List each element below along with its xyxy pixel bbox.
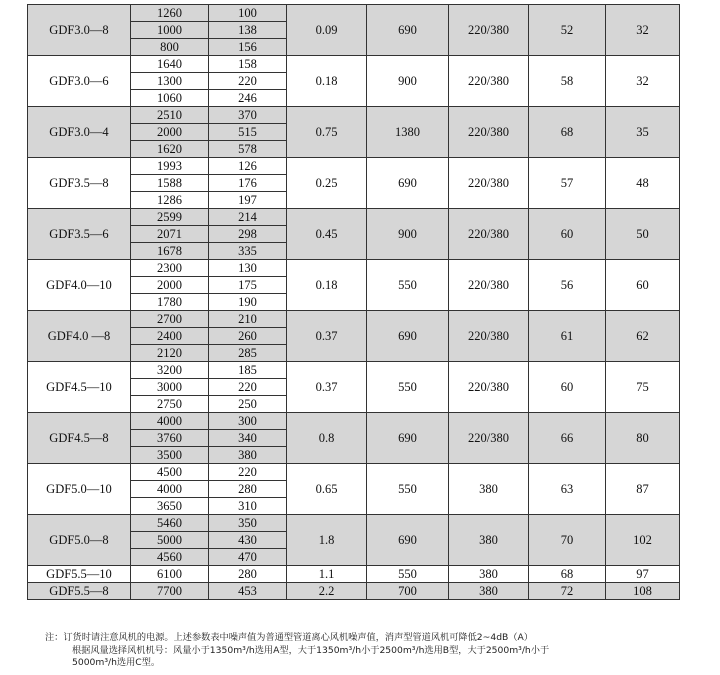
speed-cell: 1380 xyxy=(367,107,449,158)
table-row xyxy=(28,260,680,277)
model-cell: GDF4.0—10 xyxy=(28,260,131,311)
airflow-cell: 1060 xyxy=(131,90,209,107)
airflow-cell: 6100 xyxy=(131,566,209,583)
model-cell: GDF5.0—10 xyxy=(28,464,131,515)
pressure-cell: 260 xyxy=(209,328,287,345)
model-cell: GDF5.5—8 xyxy=(28,583,131,600)
pressure-cell: 578 xyxy=(209,141,287,158)
table-row xyxy=(28,583,680,600)
noise-cell: 58 xyxy=(529,56,606,107)
speed-cell: 690 xyxy=(367,5,449,56)
pressure-cell: 175 xyxy=(209,277,287,294)
airflow-cell: 1300 xyxy=(131,73,209,90)
pressure-cell: 100 xyxy=(209,5,287,22)
table-row xyxy=(28,515,680,532)
power-cell: 0.09 xyxy=(287,5,367,56)
power-cell: 0.8 xyxy=(287,413,367,464)
noise-cell: 66 xyxy=(529,413,606,464)
footnote xyxy=(45,632,695,670)
noise-cell: 70 xyxy=(529,515,606,566)
airflow-cell: 5000 xyxy=(131,532,209,549)
pressure-cell: 246 xyxy=(209,90,287,107)
pressure-cell: 156 xyxy=(209,39,287,56)
airflow-cell: 3500 xyxy=(131,447,209,464)
pressure-cell: 380 xyxy=(209,447,287,464)
airflow-cell: 2071 xyxy=(131,226,209,243)
table-row xyxy=(28,566,680,583)
table-row xyxy=(28,362,680,379)
speed-cell: 690 xyxy=(367,413,449,464)
speed-cell: 690 xyxy=(367,158,449,209)
power-cell: 0.25 xyxy=(287,158,367,209)
weight-cell: 32 xyxy=(606,56,680,107)
speed-cell: 550 xyxy=(367,362,449,413)
noise-cell: 63 xyxy=(529,464,606,515)
model-cell: GDF5.5—10 xyxy=(28,566,131,583)
weight-cell: 75 xyxy=(606,362,680,413)
noise-cell: 60 xyxy=(529,209,606,260)
pressure-cell: 185 xyxy=(209,362,287,379)
table-row xyxy=(28,209,680,226)
weight-cell: 35 xyxy=(606,107,680,158)
airflow-cell: 3200 xyxy=(131,362,209,379)
weight-cell: 62 xyxy=(606,311,680,362)
model-cell: GDF3.5—6 xyxy=(28,209,131,260)
voltage-cell: 220/380 xyxy=(449,5,529,56)
airflow-cell: 3650 xyxy=(131,498,209,515)
noise-cell: 57 xyxy=(529,158,606,209)
table-row xyxy=(28,413,680,430)
noise-cell: 72 xyxy=(529,583,606,600)
pressure-cell: 190 xyxy=(209,294,287,311)
pressure-cell: 130 xyxy=(209,260,287,277)
pressure-cell: 250 xyxy=(209,396,287,413)
airflow-cell: 1620 xyxy=(131,141,209,158)
airflow-cell: 800 xyxy=(131,39,209,56)
airflow-cell: 1000 xyxy=(131,22,209,39)
pressure-cell: 335 xyxy=(209,243,287,260)
power-cell: 0.37 xyxy=(287,311,367,362)
model-cell: GDF3.0—4 xyxy=(28,107,131,158)
power-cell: 0.18 xyxy=(287,56,367,107)
pressure-cell: 220 xyxy=(209,379,287,396)
noise-cell: 68 xyxy=(529,566,606,583)
airflow-cell: 2000 xyxy=(131,124,209,141)
noise-cell: 52 xyxy=(529,5,606,56)
speed-cell: 550 xyxy=(367,566,449,583)
airflow-cell: 1588 xyxy=(131,175,209,192)
speed-cell: 690 xyxy=(367,311,449,362)
pressure-cell: 158 xyxy=(209,56,287,73)
table-row xyxy=(28,107,680,124)
airflow-cell: 1640 xyxy=(131,56,209,73)
pressure-cell: 280 xyxy=(209,481,287,498)
pressure-cell: 370 xyxy=(209,107,287,124)
weight-cell: 108 xyxy=(606,583,680,600)
noise-cell: 56 xyxy=(529,260,606,311)
weight-cell: 97 xyxy=(606,566,680,583)
voltage-cell: 220/380 xyxy=(449,209,529,260)
airflow-cell: 4500 xyxy=(131,464,209,481)
pressure-cell: 220 xyxy=(209,464,287,481)
power-cell: 0.75 xyxy=(287,107,367,158)
speed-cell: 900 xyxy=(367,56,449,107)
footnote-line-1: 注：订货时请注意风机的电源。上述参数表中噪声值为普通型管道离心风机噪声值，消声型管道风机可降低2~4dB（A） xyxy=(45,632,533,643)
speed-cell: 550 xyxy=(367,260,449,311)
speed-cell: 690 xyxy=(367,515,449,566)
airflow-cell: 2120 xyxy=(131,345,209,362)
pressure-cell: 210 xyxy=(209,311,287,328)
airflow-cell: 3760 xyxy=(131,430,209,447)
weight-cell: 87 xyxy=(606,464,680,515)
pressure-cell: 350 xyxy=(209,515,287,532)
pressure-cell: 310 xyxy=(209,498,287,515)
airflow-cell: 4560 xyxy=(131,549,209,566)
voltage-cell: 220/380 xyxy=(449,158,529,209)
airflow-cell: 2599 xyxy=(131,209,209,226)
weight-cell: 102 xyxy=(606,515,680,566)
airflow-cell: 2510 xyxy=(131,107,209,124)
noise-cell: 60 xyxy=(529,362,606,413)
airflow-cell: 7700 xyxy=(131,583,209,600)
table-row xyxy=(28,158,680,175)
airflow-cell: 3000 xyxy=(131,379,209,396)
pressure-cell: 214 xyxy=(209,209,287,226)
table-row xyxy=(28,464,680,481)
speed-cell: 550 xyxy=(367,464,449,515)
model-cell: GDF3.5—8 xyxy=(28,158,131,209)
voltage-cell: 220/380 xyxy=(449,362,529,413)
footnote-line-2: 根据风量选择风机机号：风量小于1350m³/h选用A型，大于1350m³/h小于2500m³/h选用B型，大于2500m³/h小于 xyxy=(72,644,550,656)
model-cell: GDF5.0—8 xyxy=(28,515,131,566)
airflow-cell: 2700 xyxy=(131,311,209,328)
voltage-cell: 220/380 xyxy=(449,260,529,311)
airflow-cell: 1286 xyxy=(131,192,209,209)
pressure-cell: 470 xyxy=(209,549,287,566)
pressure-cell: 176 xyxy=(209,175,287,192)
weight-cell: 80 xyxy=(606,413,680,464)
pressure-cell: 285 xyxy=(209,345,287,362)
pressure-cell: 515 xyxy=(209,124,287,141)
weight-cell: 60 xyxy=(606,260,680,311)
pressure-cell: 280 xyxy=(209,566,287,583)
model-cell: GDF4.5—8 xyxy=(28,413,131,464)
weight-cell: 32 xyxy=(606,5,680,56)
airflow-cell: 1678 xyxy=(131,243,209,260)
pressure-cell: 220 xyxy=(209,73,287,90)
power-cell: 0.45 xyxy=(287,209,367,260)
weight-cell: 50 xyxy=(606,209,680,260)
noise-cell: 61 xyxy=(529,311,606,362)
power-cell: 0.18 xyxy=(287,260,367,311)
airflow-cell: 2400 xyxy=(131,328,209,345)
voltage-cell: 220/380 xyxy=(449,311,529,362)
airflow-cell: 2750 xyxy=(131,396,209,413)
pressure-cell: 298 xyxy=(209,226,287,243)
pressure-cell: 430 xyxy=(209,532,287,549)
speed-cell: 900 xyxy=(367,209,449,260)
power-cell: 0.65 xyxy=(287,464,367,515)
pressure-cell: 126 xyxy=(209,158,287,175)
speed-cell: 700 xyxy=(367,583,449,600)
model-cell: GDF3.0—6 xyxy=(28,56,131,107)
airflow-cell: 1780 xyxy=(131,294,209,311)
table-row xyxy=(28,311,680,328)
power-cell: 0.37 xyxy=(287,362,367,413)
voltage-cell: 220/380 xyxy=(449,413,529,464)
airflow-cell: 4000 xyxy=(131,413,209,430)
pressure-cell: 453 xyxy=(209,583,287,600)
pressure-cell: 138 xyxy=(209,22,287,39)
fan-spec-table xyxy=(27,4,680,600)
pressure-cell: 197 xyxy=(209,192,287,209)
power-cell: 2.2 xyxy=(287,583,367,600)
airflow-cell: 4000 xyxy=(131,481,209,498)
voltage-cell: 220/380 xyxy=(449,56,529,107)
airflow-cell: 2300 xyxy=(131,260,209,277)
voltage-cell: 380 xyxy=(449,583,529,600)
noise-cell: 68 xyxy=(529,107,606,158)
model-cell: GDF4.0 —8 xyxy=(28,311,131,362)
table-row xyxy=(28,56,680,73)
table-row xyxy=(28,5,680,22)
airflow-cell: 1260 xyxy=(131,5,209,22)
airflow-cell: 2000 xyxy=(131,277,209,294)
airflow-cell: 5460 xyxy=(131,515,209,532)
voltage-cell: 220/380 xyxy=(449,107,529,158)
model-cell: GDF4.5—10 xyxy=(28,362,131,413)
footnote-line-3: 5000m³/h选用C型。 xyxy=(72,657,161,668)
model-cell: GDF3.0—8 xyxy=(28,5,131,56)
airflow-cell: 1993 xyxy=(131,158,209,175)
voltage-cell: 380 xyxy=(449,566,529,583)
pressure-cell: 340 xyxy=(209,430,287,447)
voltage-cell: 380 xyxy=(449,515,529,566)
power-cell: 1.1 xyxy=(287,566,367,583)
power-cell: 1.8 xyxy=(287,515,367,566)
voltage-cell: 380 xyxy=(449,464,529,515)
pressure-cell: 300 xyxy=(209,413,287,430)
weight-cell: 48 xyxy=(606,158,680,209)
